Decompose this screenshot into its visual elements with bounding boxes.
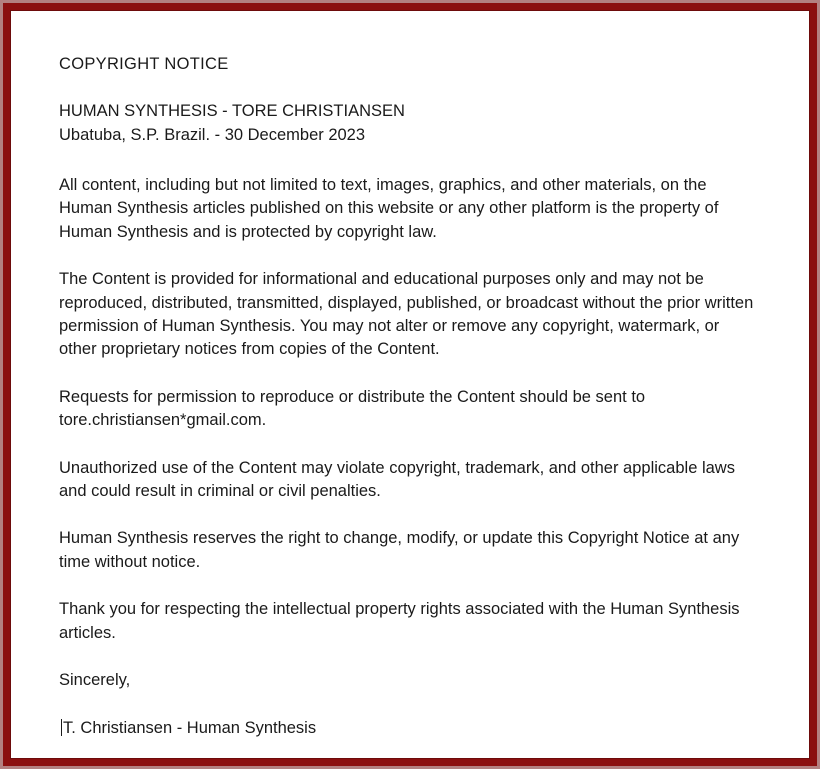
signature-name: T. Christiansen - Human Synthesis: [63, 718, 317, 737]
closing-line: Sincerely,: [59, 671, 131, 690]
paragraph-2: The Content is provided for informational and educational purposes only and may not be reproduced, distributed, transmitted, displayed, published, or broadcast without the prior written permission of Human Synthesis. You may not alter or remove any copyright, watermark, or other proprietary notices from copies of the Content.: [59, 270, 754, 359]
paragraph-1: All content, including but not limited to text, images, graphics, and other materials, on the Human Synthesis articles published on this website or any other platform is the property of Human Synthesis and is protected by copyright law.: [59, 175, 719, 241]
paragraph-3: Requests for permission to reproduce or distribute the Content should be sent to tore.christiansen*gmail.com.: [59, 387, 646, 430]
signature-block: [59, 717, 761, 740]
document-byline: [59, 100, 761, 148]
text-cursor: [61, 719, 62, 736]
paragraph-5: Human Synthesis reserves the right to change, modify, or update this Copyright Notice at any time without notice.: [59, 529, 740, 571]
paragraph-6: Thank you for respecting the intellectual property rights associated with the Human Synthesis articles.: [59, 600, 740, 642]
document-page: [10, 10, 810, 759]
paragraph-4: Unauthorized use of the Content may violate copyright, trademark, and other applicable laws and could result in criminal or civil penalties.: [59, 458, 735, 501]
organization-heading: HUMAN SYNTHESIS - TORE CHRISTIANSEN: [59, 102, 405, 120]
page-title: COPYRIGHT NOTICE: [59, 55, 229, 73]
location-date: Ubatuba, S.P. Brazil. - 30 December 2023: [59, 125, 366, 144]
